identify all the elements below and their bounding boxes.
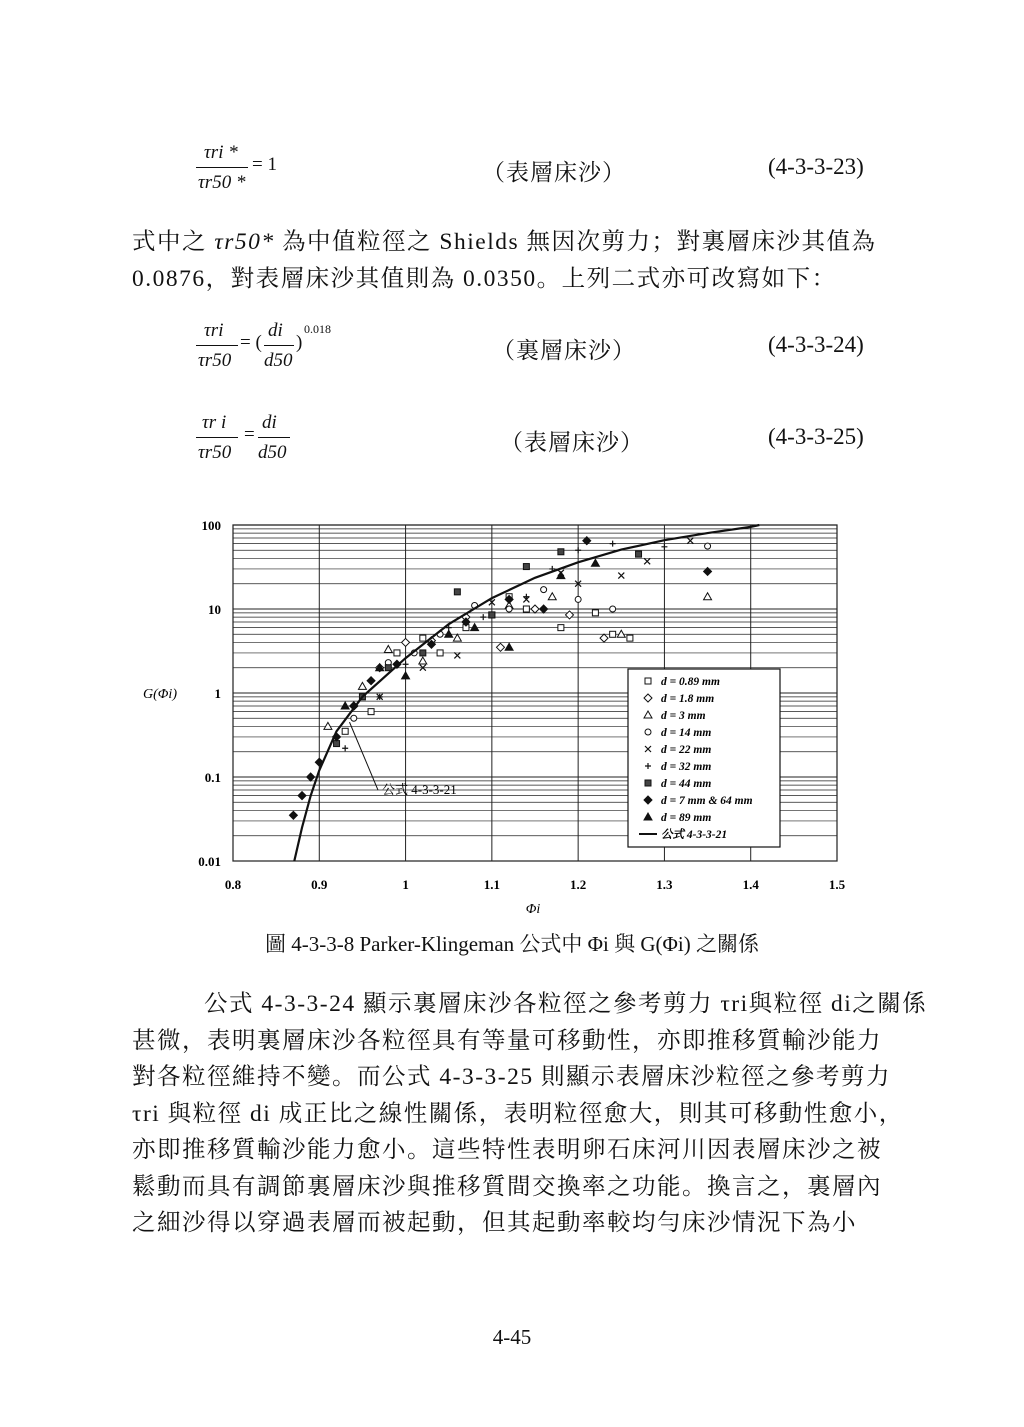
body-paragraph	[132, 986, 927, 1242]
legend-label: d = 89 mm	[661, 812, 712, 824]
data-point	[454, 589, 460, 595]
legend-label: d = 44 mm	[661, 778, 712, 790]
data-point	[636, 551, 642, 557]
data-point	[445, 630, 453, 637]
data-point	[592, 610, 598, 616]
data-point	[704, 593, 712, 600]
data-point	[471, 624, 479, 631]
body-line-5: 亦即推移質輸沙能力愈小。這些特性表明卵石床河川因表層床沙之被	[132, 1137, 882, 1163]
data-point	[627, 635, 633, 641]
body-line-3: 對各粒徑維持不變。而公式 4-3-3-25 則顯示表層床沙粒徑之參考剪力	[132, 1064, 891, 1090]
eq25-denominator: τr50	[198, 442, 232, 463]
data-point	[342, 745, 348, 751]
data-point	[541, 587, 547, 593]
data-point	[617, 630, 625, 637]
legend-label: d = 0.89 mm	[661, 676, 720, 688]
eq25-tag: (4-3-3-25)	[768, 424, 864, 449]
eq24-label: （裏層床沙）	[492, 338, 636, 363]
data-point	[358, 682, 366, 689]
data-point	[705, 543, 711, 549]
data-point	[402, 672, 410, 679]
data-point	[531, 605, 539, 613]
eq24-numerator: τri	[204, 320, 224, 341]
y-tick-label: 0.01	[198, 854, 221, 869]
data-point	[384, 645, 392, 652]
data-point	[298, 792, 306, 800]
data-point	[506, 606, 512, 612]
equation-4-3-3-23	[0, 140, 1024, 200]
x-tick-label: 1.5	[828, 877, 846, 892]
parker-klingeman-chart	[0, 505, 1024, 930]
data-point	[394, 650, 400, 656]
eq23-tag: (4-3-3-23)	[768, 154, 864, 179]
eq24-exponent: 0.018	[304, 322, 331, 336]
y-axis-label: G(Φi)	[143, 687, 177, 702]
eq25-numerator: τr i	[202, 412, 227, 433]
data-point	[523, 594, 529, 600]
data-point	[523, 606, 529, 612]
y-tick-label: 10	[208, 602, 221, 617]
x-tick-label: 1.4	[742, 877, 759, 892]
y-tick-label: 100	[201, 518, 221, 533]
x-axis-label: Φi	[525, 902, 541, 917]
data-point	[289, 811, 297, 819]
eq23-rhs: = 1	[252, 154, 277, 175]
intro-line-2: 0.0876，對表層床沙其值則為 0.0350。上列二式亦可改寫如下：	[132, 265, 837, 292]
eq24-fraction-bar	[196, 345, 238, 346]
eq23-numerator: τri *	[204, 142, 238, 163]
data-point	[420, 635, 426, 641]
data-point	[385, 665, 391, 671]
legend-label: d = 1.8 mm	[661, 693, 715, 705]
eq24-rhs-open: = (	[240, 332, 262, 353]
data-point	[558, 625, 564, 631]
body-line-6: 鬆動而具有調節裏層床沙與推移質間交換率之功能。換言之，裏層內	[132, 1173, 882, 1200]
data-point	[307, 773, 315, 781]
eq23-label: （表層床沙）	[482, 160, 626, 185]
legend-marker	[645, 729, 651, 735]
data-point	[403, 661, 409, 667]
legend-marker	[645, 780, 651, 786]
x-tick-label: 0.9	[311, 877, 328, 892]
data-point	[351, 715, 357, 721]
eq25-rhs-equals: =	[244, 424, 255, 445]
equation-4-3-3-25	[0, 410, 1024, 470]
data-point	[367, 677, 375, 685]
y-tick-label: 0.1	[204, 770, 221, 785]
eq24-tag: (4-3-3-24)	[768, 332, 864, 357]
data-point	[341, 702, 349, 709]
data-point	[496, 643, 504, 651]
data-point	[618, 573, 624, 579]
legend-label: d = 3 mm	[661, 710, 706, 722]
data-point	[558, 549, 564, 555]
legend-label: d = 22 mm	[661, 744, 712, 756]
data-point	[540, 605, 548, 613]
data-point	[575, 547, 581, 553]
data-point	[420, 650, 426, 656]
legend-label: 公式 4-3-3-21	[661, 829, 728, 841]
eq24-rhs-denominator: d50	[264, 350, 293, 371]
body-line-2: 甚微，表明裏層床沙各粒徑具有等量可移動性，亦即推移質輸沙能力	[132, 1027, 882, 1054]
annotation-label: 公式 4-3-3-21	[382, 782, 457, 798]
eq23-fraction-bar	[196, 167, 248, 168]
eq25-rhs-numerator: di	[262, 412, 277, 433]
data-point	[368, 709, 374, 715]
intro-line-1: 式中之 τr50* 為中值粒徑之 Shields 無因次剪力；對裏層床沙其值為	[132, 229, 877, 255]
data-point	[687, 538, 693, 544]
x-tick-label: 1.3	[656, 877, 673, 892]
data-point	[575, 596, 581, 602]
intro-paragraph	[132, 224, 877, 297]
x-tick-label: 1.1	[483, 877, 500, 892]
data-point	[437, 650, 443, 656]
data-point	[610, 541, 616, 547]
chart-svg	[0, 505, 1024, 930]
y-tick-label: 1	[214, 686, 221, 701]
x-tick-label: 1	[402, 877, 409, 892]
eq23-denominator: τr50 *	[198, 172, 246, 193]
data-point	[489, 612, 495, 618]
eq25-label: （表層床沙）	[500, 430, 644, 455]
data-point	[600, 634, 608, 642]
data-point	[453, 634, 461, 641]
data-point	[480, 614, 486, 620]
body-line-7: 之細沙得以穿過表層而被起動，但其起動率較均勻床沙情況下為小	[132, 1210, 857, 1236]
data-point	[548, 593, 556, 600]
data-point	[591, 559, 599, 566]
data-point	[402, 638, 410, 646]
x-tick-label: 1.2	[570, 877, 587, 892]
data-point	[523, 564, 529, 570]
data-point	[505, 643, 513, 650]
data-point	[454, 652, 460, 658]
eq25-fraction-bar	[196, 437, 238, 438]
data-point	[610, 631, 616, 637]
body-line-1: 公式 4-3-3-24 顯示裏層床沙各粒徑之參考剪力 τri與粒徑 di之關係	[204, 991, 928, 1017]
eq25-rhs-bar	[258, 437, 290, 438]
data-point	[610, 606, 616, 612]
data-point	[419, 657, 427, 664]
data-point	[342, 728, 348, 734]
eq24-rhs-bar	[264, 345, 294, 346]
legend-label: d = 7 mm & 64 mm	[661, 795, 753, 807]
legend-label: d = 32 mm	[661, 761, 712, 773]
equation-4-3-3-24	[0, 318, 1024, 378]
legend-marker	[645, 678, 651, 684]
annotation-leader	[349, 722, 378, 790]
x-tick-label: 0.8	[224, 877, 242, 892]
body-line-4: τri 與粒徑 di 成正比之線性關係，表明粒徑愈大，則其可移動性愈小，	[132, 1100, 904, 1127]
page-number: 4-45	[492, 1325, 532, 1349]
data-point	[644, 558, 650, 564]
legend-label: d = 14 mm	[661, 727, 712, 739]
data-point	[661, 544, 667, 550]
eq24-rhs-numerator: di	[268, 320, 283, 341]
eq24-denominator: τr50	[198, 350, 232, 371]
eq25-rhs-denominator: d50	[258, 442, 287, 463]
eq24-rhs-close: )	[296, 332, 303, 353]
figure-caption: 圖 4-3-3-8 Parker-Klingeman 公式中 Φi 與 G(Φi) 之關係	[265, 932, 759, 956]
data-point	[566, 611, 574, 619]
data-point	[324, 722, 332, 729]
